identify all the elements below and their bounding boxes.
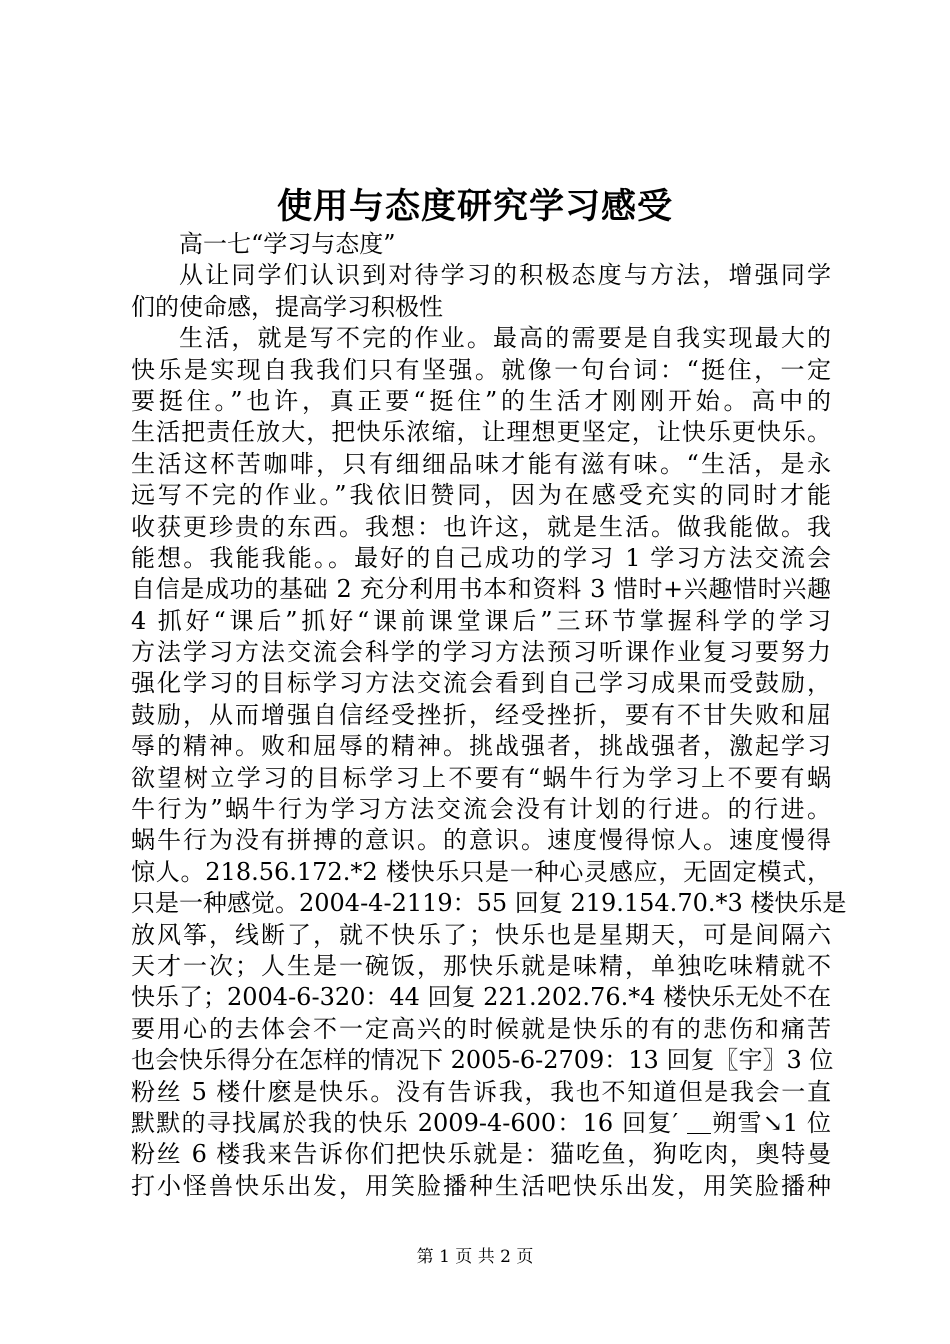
text-line: 生活这杯苦咖啡，只有细细品味才能有滋有味。“生活，是永 [131, 449, 831, 478]
text-line: 生活，就是写不完的作业。最高的需要是自我实现最大的 [179, 324, 831, 353]
text-line: 粉丝 5 楼什麽是快乐。没有告诉我，我也不知道但是我会一直 [131, 1077, 831, 1106]
text-line: 4 抓好“课后”抓好“课前课堂课后”三环节掌握科学的学习 [131, 606, 831, 635]
text-line: 天才一次；人生是一碗饭，那快乐就是味精，单独吃味精就不 [131, 951, 831, 980]
text-line: 高一七“学习与态度” [179, 230, 396, 258]
text-line: 强化学习的目标学习方法交流会看到自己学习成果而受鼓励， [131, 669, 831, 698]
page-number-footer: 第 1 页 共 2 页 [416, 1247, 534, 1267]
text-line: 粉丝 6 楼我来告诉你们把快乐就是：猫吃鱼，狗吃肉，奥特曼 [131, 1140, 831, 1169]
text-line: 从让同学们认识到对待学习的积极态度与方法，增强同学 [179, 261, 831, 290]
text-line: 方法学习方法交流会科学的学习方法预习听课作业复习要努力 [131, 638, 831, 667]
text-line: 鼓励，从而增强自信经受挫折，经受挫折，要有不甘失败和屈 [131, 700, 831, 729]
text-line: 打小怪兽快乐出发，用笑脸播种生活吧快乐出发，用笑脸播种 [131, 1171, 831, 1200]
text-line: 只是一种感觉。2004-4-2119：55 回复 219.154.70.*3 楼快乐是 [131, 889, 847, 918]
text-line: 能想。我能我能。。最好的自己成功的学习 1 学习方法交流会 [131, 543, 831, 572]
text-line: 生活把责任放大，把快乐浓缩，让理想更坚定，让快乐更快乐。 [131, 418, 831, 447]
document-body [131, 229, 847, 1202]
text-line: 快乐了；2004-6-320：44 回复 221.202.76.*4 楼快乐无处不在 [131, 983, 832, 1012]
text-line: 欲望树立学习的目标学习上不要有“蜗牛行为学习上不要有蜗 [131, 763, 831, 792]
text-line: 牛行为”蜗牛行为学习方法交流会没有计划的行进。的行进。 [131, 795, 831, 824]
text-line: 惊人。218.56.172.*2 楼快乐只是一种心灵感应，无固定模式， [131, 857, 831, 886]
text-line: 放风筝，线断了，就不快乐了；快乐也是星期天，可是间隔六 [131, 920, 831, 949]
document-title: 使用与态度研究学习感受 [276, 186, 673, 227]
text-line: 们的使命感，提高学习积极性 [131, 292, 443, 321]
text-line: 快乐是实现自我我们只有坚强。就像一句台词：“挺住，一定 [131, 355, 831, 384]
text-line: 蜗牛行为没有拼搏的意识。的意识。速度慢得惊人。速度慢得 [131, 826, 831, 855]
text-line: 默默的寻找属於我的快乐 2009-4-600：16 回复′ ＿朔雪↘1 位 [131, 1108, 831, 1137]
text-line: 要挺住。”也许，真正要“挺住”的生活才刚刚开始。高中的 [131, 386, 831, 415]
text-line: 自信是成功的基础 2 充分利用书本和资料 3 惜时+兴趣惜时兴趣 [131, 575, 831, 604]
text-line: 远写不完的作业。”我依旧赞同，因为在感受充实的同时才能 [131, 481, 831, 510]
text-line: 也会快乐得分在怎样的情况下 2005-6-2709：13 回复〖宇〗3 位 [131, 1046, 834, 1075]
text-line: 要用心的去体会不一定高兴的时候就是快乐的有的悲伤和痛苦 [131, 1014, 831, 1043]
text-line: 收获更珍贵的东西。我想：也许这，就是生活。做我能做。我 [131, 512, 831, 541]
text-line: 辱的精神。败和屈辱的精神。挑战强者，挑战强者，激起学习 [131, 732, 831, 761]
